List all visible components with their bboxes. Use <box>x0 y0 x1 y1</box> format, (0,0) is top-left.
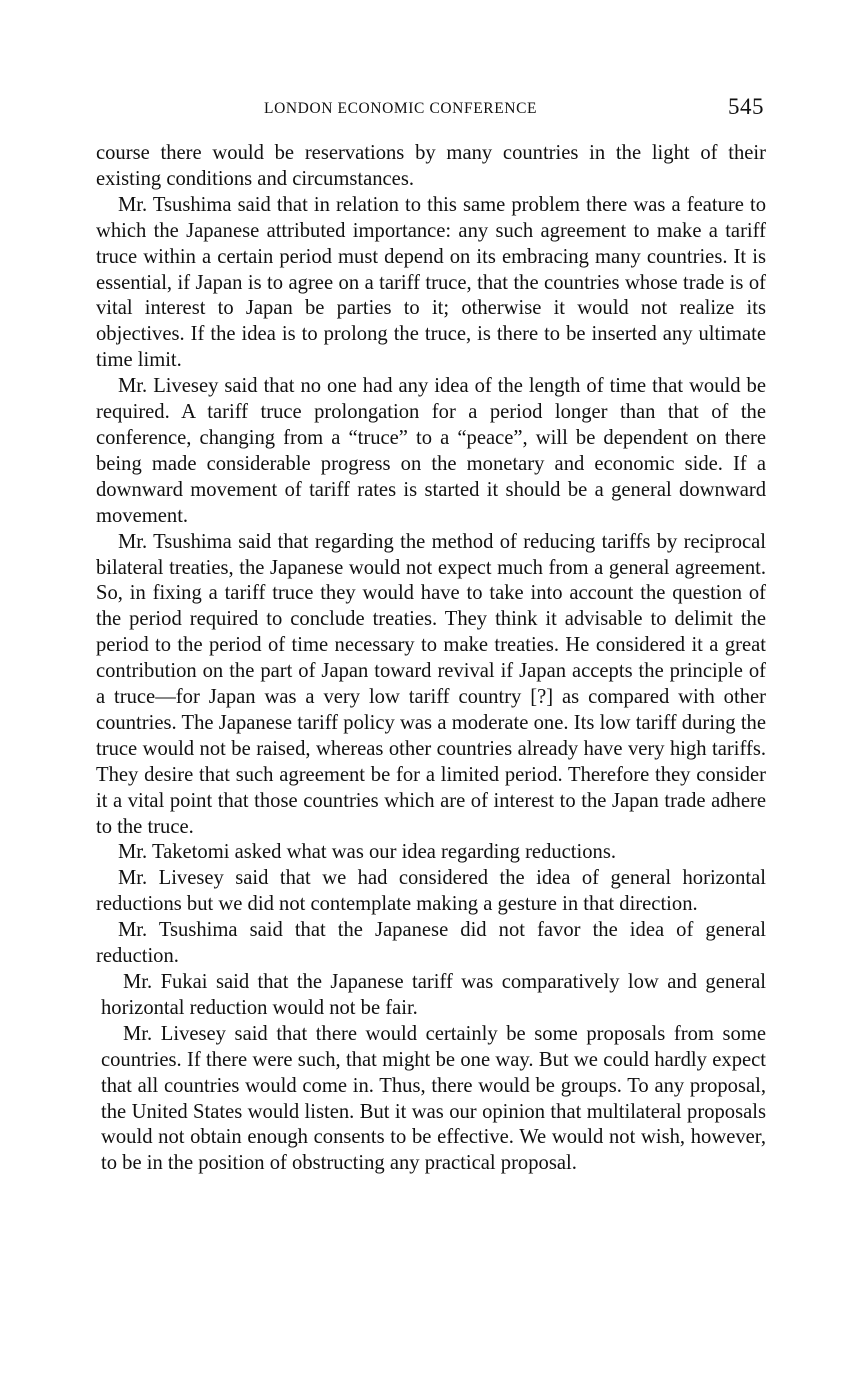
paragraph-taketomi-reductions: Mr. Taketomi asked what was our idea regarding reductions. <box>118 841 617 864</box>
running-title: LONDON ECONOMIC CONFERENCE <box>264 100 538 117</box>
paragraph-tsushima-truce-feature: Mr. Tsushima said that in relation to this same problem there was a feature to which the Japanese attributed importance: any such agreement to make a tariff truce within a certain period must depend on its embracing many countries. It is essential, if Japan is to agree on a tariff truce, that the countries whose trade is of vital interest to Japan be parties to it; otherwise it would not realize its objectives. If the idea is to prolong the truce, is there to be inserted any ultimate time limit. <box>96 193 766 372</box>
paragraph-continuation: course there would be reservations by many countries in the light of their existing conditions and circumstances. <box>96 142 766 190</box>
paragraph-fukai-tariff: Mr. Fukai said that the Japanese tariff was comparatively low and general horizontal reduction would not be fair. <box>101 971 766 1019</box>
paragraph-livesey-proposals: Mr. Livesey said that there would certainly be some proposals from some countries. If there were such, that might be one way. But we could hardly expect that all countries would come in. Thus, there would be groups. To any proposal, the United States would listen. But it was our opinion that multilateral proposals would not obtain enough consents to be effective. We would not wish, however, to be in the position of obstructing any practical proposal. <box>101 1022 766 1175</box>
paragraph-livesey-length-of-time: Mr. Livesey said that no one had any idea of the length of time that would be required. A tariff truce prolongation for a period longer than that of the conference, changing from a “truce” to a “peace”, will be dependent on there being made considerable progress on the monetary and economic side. If a downward movement of tariff rates is started it should be a general downward movement. <box>96 375 766 527</box>
page-number: 545 <box>728 94 764 119</box>
page-header <box>96 94 766 124</box>
paragraph-livesey-horizontal-reductions: Mr. Livesey said that we had considered the idea of general horizontal reductions but we did not contemplate making a gesture in that direction. <box>96 867 766 916</box>
paragraph-tsushima-general-reduction: Mr. Tsushima said that the Japanese did not favor the idea of general reduction. <box>96 919 766 968</box>
paragraph-tsushima-bilateral-treaties: Mr. Tsushima said that regarding the method of reducing tariffs by reciprocal bilateral treaties, the Japanese would not expect much from a general agreement. So, in fixing a tariff truce they would have to take into account the question of the period required to conclude treaties. They think it advisable to delimit the period to the period of time necessary to make treaties. He considered it a great contribution on the part of Japan toward revival if Japan accepts the principle of a truce—for Japan was a very low tariff country [?] as compared with other countries. The Japanese tariff policy was a moderate one. Its low tariff during the truce would not be raised, whereas other countries already have very high tariffs. They desire that such agreement be for a limited period. Therefore they consider it a vital point that those countries which are of interest to the Japan trade adhere to the truce. <box>96 530 766 838</box>
body-text <box>96 141 766 1177</box>
